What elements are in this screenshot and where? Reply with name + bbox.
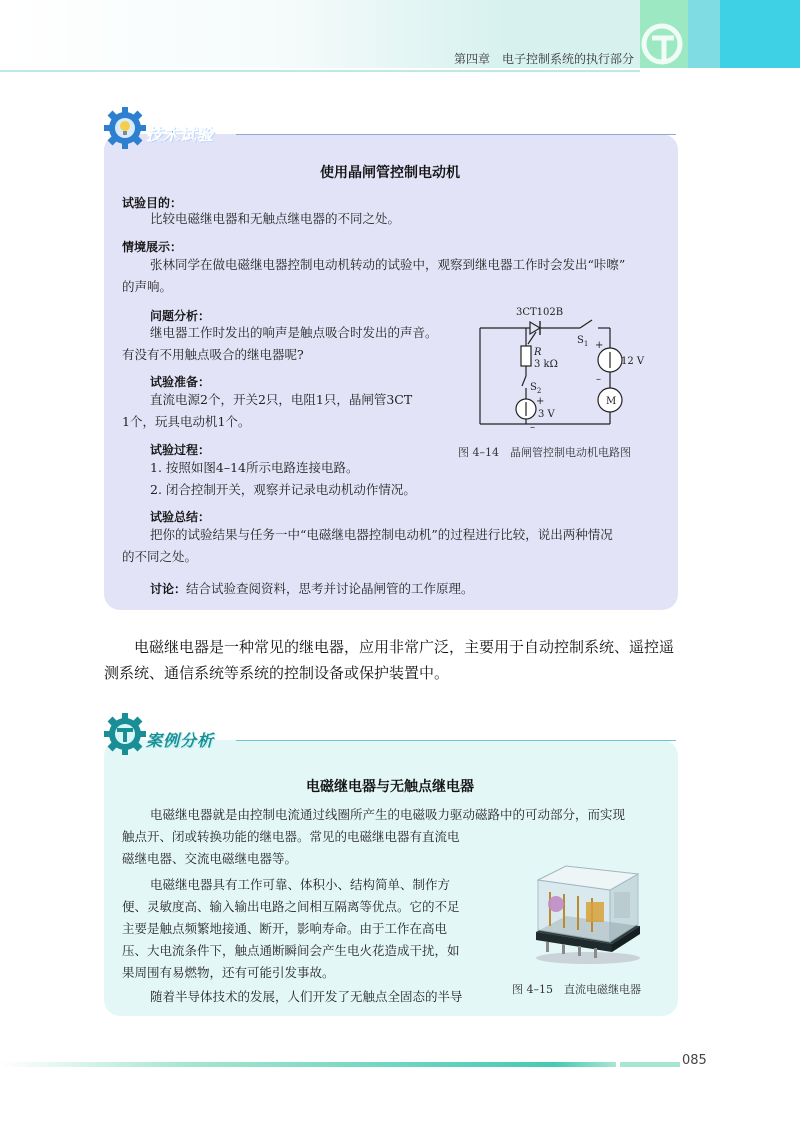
process-step-2: 2. 闭合控制开关，观察并记录电动机动作情况。 xyxy=(150,482,416,497)
discussion-line xyxy=(150,578,474,600)
figure-4-15-caption: 图 4–15 直流电磁继电器 xyxy=(512,983,641,996)
summary-text-2: 的不同之处。 xyxy=(122,549,198,564)
scene-text-1: 张林同学在做电磁继电器控制电动机转动的试验中，观察到继电器工作时会发出“咔嚓” xyxy=(150,257,626,272)
minus-sign-3v: – xyxy=(530,422,535,433)
main-paragraph: 电磁继电器是一种常见的继电器，应用非常广泛，主要用于自动控制系统、遥控遥测系统、通信系统等系统的控制设备或保护装置中。 xyxy=(104,638,675,682)
case-p2-line1: 电磁继电器具有工作可靠、体积小、结构简单、制作方 xyxy=(150,877,451,892)
summary-text-1: 把你的试验结果与任务一中“电磁继电器控制电动机”的过程进行比较，说出两种情况 xyxy=(150,527,613,542)
relay-photo xyxy=(526,862,646,966)
tech-trial-rule xyxy=(236,134,676,135)
motor-label: M xyxy=(606,396,617,407)
case-p1-line2: 触点开、闭或转换功能的继电器。常见的电磁继电器有直流电 xyxy=(122,829,460,844)
header-divider xyxy=(0,70,640,72)
lightbulb-icon xyxy=(120,121,130,131)
prep-text-1: 直流电源2个，开关2只，电阻1只，晶闸管3CT xyxy=(150,392,413,407)
minus-sign-12v: – xyxy=(596,374,601,385)
analysis-label: 问题分析： xyxy=(150,309,211,323)
analysis-text-1: 继电器工作时发出的响声是触点吸合时发出的声音。 xyxy=(150,325,438,340)
case-p2-line5: 果周围有易燃物，还有可能引发事故。 xyxy=(122,965,335,980)
chapter-title: 第四章 电子控制系统的执行部分 xyxy=(453,52,634,66)
tech-trial-title: 使用晶闸管控制电动机 xyxy=(320,165,460,181)
thyristor-label: 3CT102B xyxy=(516,307,564,318)
scene-text-2: 的声响。 xyxy=(122,279,173,294)
page-number: 085 xyxy=(682,1053,707,1068)
voltage-12v: 12 V xyxy=(621,356,645,367)
case-p2-line4: 压、大电流条件下，触点通断瞬间会产生电火花造成干扰，如 xyxy=(122,943,460,958)
thyristor-symbol xyxy=(530,322,540,334)
process-label: 试验过程： xyxy=(150,443,211,457)
s1-label: $S_1$ xyxy=(577,335,589,348)
discuss-label: 讨论： xyxy=(150,582,187,596)
voltage-3v: 3 V xyxy=(538,409,555,420)
case-p2-line3: 主要是触点频繁地接通、断开，影响寿命。由于工作在高电 xyxy=(122,921,448,936)
case-study-title: 电磁继电器与无触点继电器 xyxy=(306,779,474,795)
tech-trial-tag: 技术试验 xyxy=(146,125,215,144)
process-step-1: 1. 按照如图4–14所示电路连接电路。 xyxy=(150,460,359,475)
footer-gradient-line xyxy=(0,1062,680,1067)
summary-label: 试验总结： xyxy=(150,510,211,524)
analysis-text-2: 有没有不用触点吸合的继电器呢? xyxy=(122,347,304,362)
resistor-value: 3 kΩ xyxy=(534,359,558,370)
resistor-name: R xyxy=(534,347,542,358)
figure-4-14-caption: 图 4–14 晶闸管控制电动机电路图 xyxy=(458,446,631,459)
case-p2-line2: 便、灵敏度高、输入输出电路之间相互隔离等优点。它的不足 xyxy=(122,899,460,914)
case-p3-line1: 随着半导体技术的发展，人们开发了无触点全固态的半导 xyxy=(150,989,463,1004)
case-study-tag: 案例分析 xyxy=(146,731,215,750)
case-study-rule xyxy=(236,740,676,741)
gear-icon xyxy=(103,712,147,756)
circuit-diagram xyxy=(470,300,670,440)
case-p1-line1: 电磁继电器就是由控制电流通过线圈所产生的电磁吸力驱动磁路中的可动部分，而实现 xyxy=(150,807,626,822)
case-p1-line3: 磁继电器、交流电磁继电器等。 xyxy=(122,851,298,866)
purpose-label: 试验目的： xyxy=(122,196,183,210)
plus-sign-3v: + xyxy=(536,396,545,407)
prep-label: 试验准备： xyxy=(150,375,211,389)
purpose-text: 比较电磁继电器和无触点继电器的不同之处。 xyxy=(150,211,401,226)
s2-label: $S_2$ xyxy=(530,382,542,395)
resistor-symbol xyxy=(521,346,531,366)
plus-sign-12v: + xyxy=(595,340,604,351)
prep-text-2: 1个，玩具电动机1个。 xyxy=(122,414,251,429)
scene-label: 情境展示： xyxy=(122,240,183,254)
discuss-text: 结合试验查阅资料，思考并讨论晶闸管的工作原理。 xyxy=(186,581,474,596)
gear-icon xyxy=(103,106,147,150)
corner-logo xyxy=(640,0,800,68)
